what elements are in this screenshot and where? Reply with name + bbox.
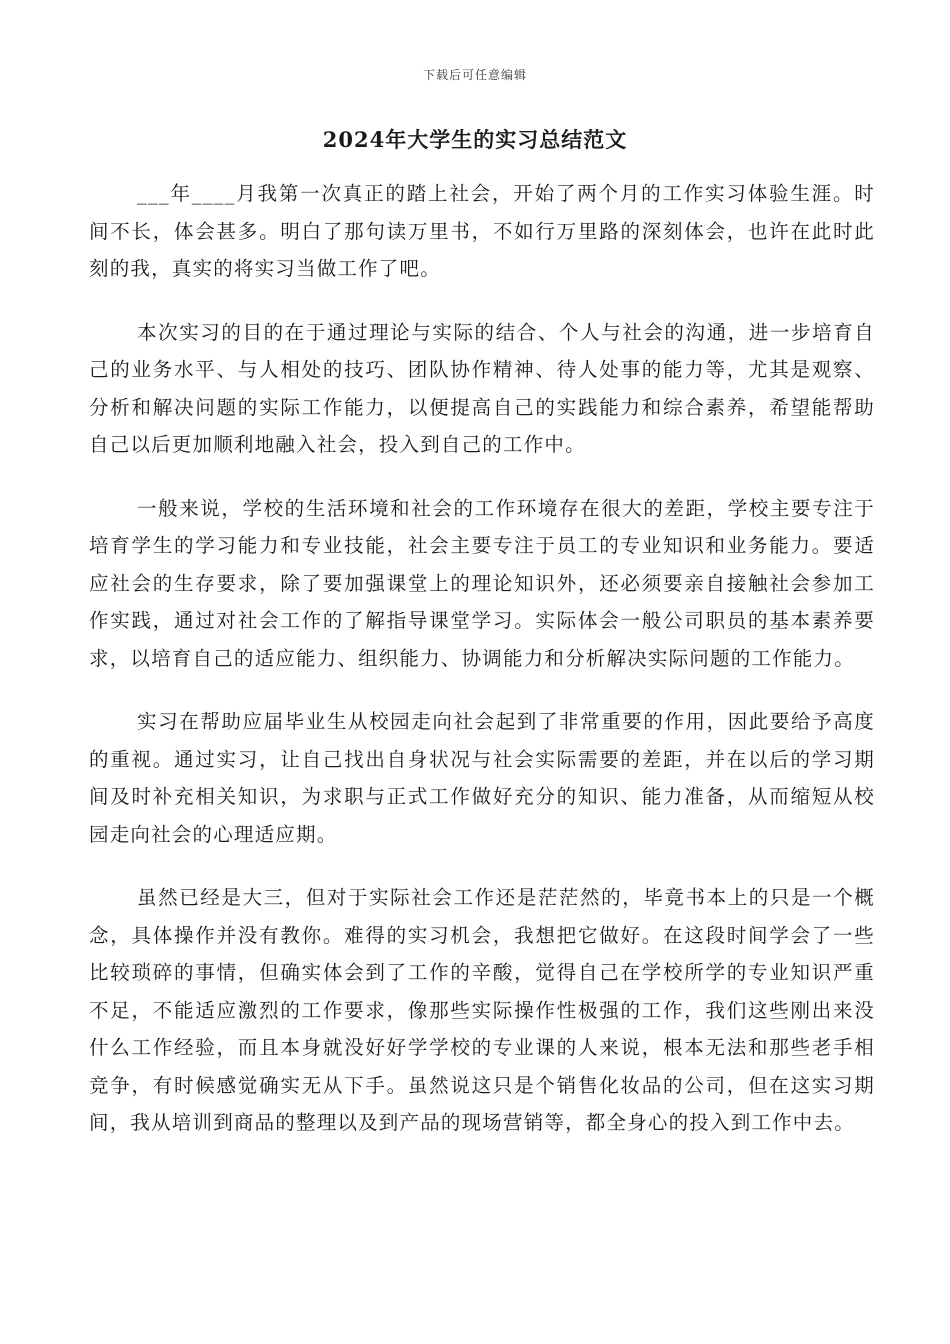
- paragraph-2: 本次实习的目的在于通过理论与实际的结合、个人与社会的沟通，进一步培育自己的业务水平、与人相处的技巧、团队协作精神、待人处事的能力等，尤其是观察、分析和解决问题的实际工作能力，以便提高自己的实践能力和综合素养，希望能帮助自己以后更加顺利地融入社会，投入到自己的工作中。: [89, 320, 875, 456]
- paragraph-5: 虽然已经是大三，但对于实际社会工作还是茫茫然的，毕竟书本上的只是一个概念，具体操作并没有教你。难得的实习机会，我想把它做好。在这段时间学会了一些比较琐碎的事情，但确实体会到了工作的辛酸，觉得自己在学校所学的专业知识严重不足，不能适应激烈的工作要求，像那些实际操作性极强的工作，我们这些刚出来没什么工作经验，而且本身就没好好学学校的专业课的人来说，根本无法和那些老手相竞争，有时候感觉确实无从下手。虽然说这只是个销售化妆品的公司，但在这实习期间，我从培训到商品的整理以及到产品的现场营销等，都全身心的投入到工作中去。: [89, 886, 875, 1134]
- document-body: [89, 175, 875, 1168]
- paragraph-1: ___年____月我第一次真正的踏上社会，开始了两个月的工作实习体验生涯。时间不长，体会甚多。明白了那句读万里书，不如行万里路的深刻体会，也许在此时此刻的我，真实的将实习当做工作了吧。: [89, 182, 875, 280]
- paragraph-4: 实习在帮助应届毕业生从校园走向社会起到了非常重要的作用，因此要给予高度的重视。通过实习，让自己找出自身状况与社会实际需要的差距，并在以后的学习期间及时补充相关知识，为求职与正式工作做好充分的知识、能力准备，从而缩短从校园走向社会的心理适应期。: [89, 710, 875, 846]
- paragraph-3: 一般来说，学校的生活环境和社会的工作环境存在很大的差距，学校主要专注于培育学生的学习能力和专业技能，社会主要专注于员工的专业知识和业务能力。要适应社会的生存要求，除了要加强课堂上的理论知识外，还必须要亲自接触社会参加工作实践，通过对社会工作的了解指导课堂学习。实际体会一般公司职员的基本素养要求，以培育自己的适应能力、组织能力、协调能力和分析解决实际问题的工作能力。: [89, 496, 875, 670]
- header-note: 下载后可任意编辑: [422, 68, 527, 82]
- document-title: 2024年大学生的实习总结范文: [322, 127, 628, 152]
